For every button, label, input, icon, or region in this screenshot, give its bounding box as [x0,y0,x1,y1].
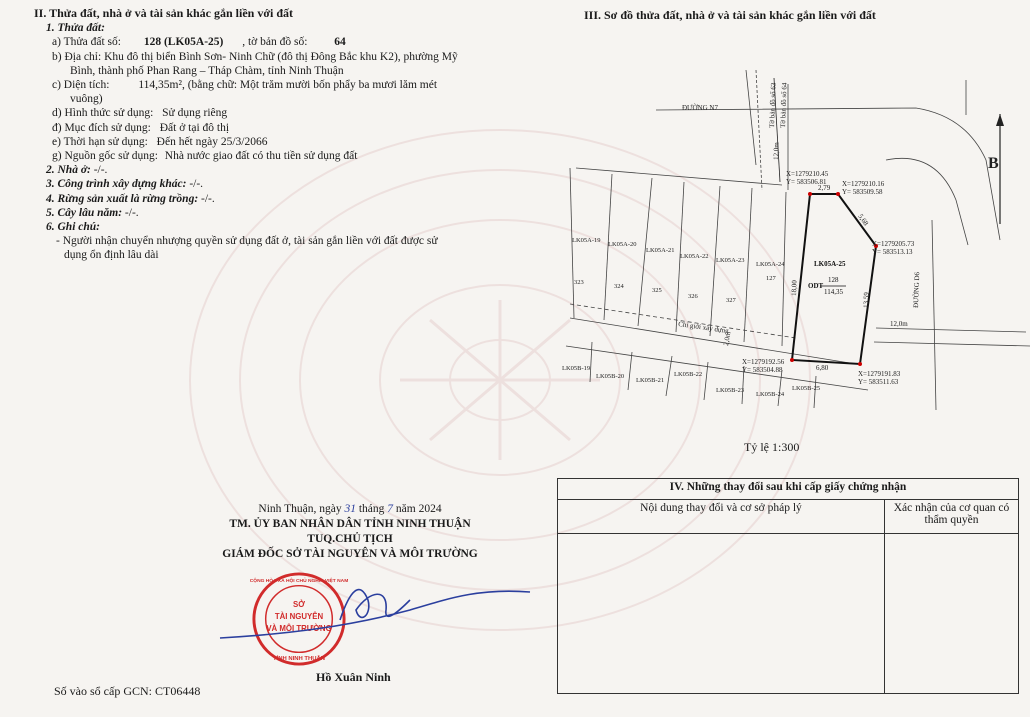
map-section-title: III. Sơ đồ thửa đất, nhà ở và tài sản khác gắn liền với đất [584,8,876,22]
svg-text:CỘNG HÒA XÃ HỘI CHỦ NGHĨA VIỆT: CỘNG HÒA XÃ HỘI CHỦ NGHĨA VIỆT NAM [250,578,348,584]
lot-label-bottom: LK05B-19 [562,365,591,372]
address-value: Khu đô thị biển Bình Sơn- Ninh Chữ (đô thị Đông Bắc khu K2), phường Mỹ [104,50,458,63]
authority-line-3: GIÁM ĐỐC SỞ TÀI NGUYÊN VÀ MÔI TRƯỜNG [222,548,478,560]
construction-row: 3. Công trình xây dựng khác: -/-. [46,178,204,191]
svg-text:TÀI NGUYÊN: TÀI NGUYÊN [274,612,324,621]
road-n7-label: ĐƯỜNG N7 [682,104,718,112]
land-info-section [34,6,514,263]
lot-label-bottom: LK05B-20 [596,373,625,380]
scale-label: Tỷ lệ 1:300 [744,440,800,454]
lot-label-top: LK05A-23 [716,257,745,264]
changes-table [557,478,1019,694]
usage-form-row: d) Hình thức sử dụng: Sử dụng riêng [52,107,228,120]
lot-label-top: LK05A-22 [680,253,709,260]
lot-number-top: 323 [574,279,584,286]
address-row: b) Địa chỉ: Khu đô thị biển Bình Sơn- Ninh Chữ (đô thị Đông Bắc khu K2), phường Mỹ [52,50,458,63]
coord-tr-x: X=1279210.16 [842,180,885,188]
sign-month: 7 [387,503,394,515]
changes-empty-cell [885,534,1019,694]
note-line-1: - Người nhận chuyển nhượng quyền sử dụng đất ở, tài sản gắn liền với đất được sử [56,235,438,248]
coord-bl-x: X=1279192.56 [742,358,785,366]
plot-type: ODT [808,282,824,290]
lot-label-top: LK05A-21 [646,247,675,254]
address-line-2: Bình, thành phố Phan Rang – Tháp Chàm, tỉnh Ninh Thuận [70,64,344,77]
plot-name: LK05A-25 [814,260,846,268]
edge-bottom: 6,80 [816,364,829,372]
lot-number-top: 327 [726,297,736,304]
coord-bl-y: Y= 583504.88 [742,366,783,374]
coord-r-x: X=1279205.73 [872,240,915,248]
svg-text:TỈNH NINH THUẬN: TỈNH NINH THUẬN [273,656,325,663]
edge-right: 13,59 [862,292,871,309]
changes-col-content: Nội dung thay đổi và cơ sở pháp lý [558,500,885,534]
lot-label-top: LK05A-19 [572,237,601,244]
place-date: Ninh Thuận, ngày 31 tháng 7 năm 2024 [258,503,442,515]
area-value: 114,35m², (bằng chữ: Một trăm mười bốn phẩy ba mươi lăm mét [138,79,438,92]
coord-tr-y: Y= 583509.58 [842,188,883,196]
changes-table-title: IV. Những thay đổi sau khi cấp giấy chứng nhận [558,479,1019,500]
house-row: 2. Nhà ở: -/-. [46,164,108,177]
north-label: B [988,155,999,172]
lot-label-top: LK05A-20 [608,241,637,248]
road-d6-label: ĐƯỜNG D6 [912,271,922,309]
area-line-2: vuông) [70,93,103,106]
coord-tl-x: X=1279210.45 [786,170,829,178]
edge-top: 2,79 [818,184,831,192]
svg-text:VÀ MÔI TRƯỜNG: VÀ MÔI TRƯỜNG [266,623,332,633]
sheet-note-64: Tờ bản đồ số 64 [779,82,789,129]
section-title: II. Thửa đất, nhà ở và tài sản khác gắn liền với đất [34,6,294,20]
coord-r-y: Y= 583513.13 [872,248,913,256]
edge-left: 18,00 [790,280,799,297]
plot-no: 128 [828,276,839,284]
signature-block [200,502,500,562]
lot-number-top: 325 [652,287,662,294]
lot-label-bottom: LK05B-24 [756,391,785,398]
origin-row: g) Nguồn gốc sử dụng: Nhà nước giao đất có thu tiền sử dụng đất [52,150,358,163]
lot-number-top: 324 [614,283,624,290]
notes-heading: 6. Ghi chú: [46,221,100,234]
width-12-right: 12,0m [890,320,908,328]
changes-empty-cell [558,534,885,694]
authority-line-1: TM. ỦY BAN NHÂN DÂN TỈNH NINH THUẬN [229,518,471,530]
lot-number-top: 326 [688,293,698,300]
perennial-row: 5. Cây lâu năm: -/-. [46,206,139,219]
lot-label-bottom: LK05B-22 [674,371,703,378]
lot-label-top: LK05A-24 [756,261,785,268]
coord-br-x: X=1279191.83 [858,370,901,378]
lot-label-bottom: LK05B-25 [792,385,821,392]
plot-area: 114,35 [824,288,843,296]
plot-heading: 1. Thửa đất: [46,22,105,35]
note-line-2: dụng ổn định lâu dài [64,249,159,262]
svg-text:SỞ: SỞ [293,600,305,610]
sign-day: 31 [344,503,356,515]
signer-name: Hồ Xuân Ninh [316,670,391,684]
changes-col-confirm: Xác nhận của cơ quan có thẩm quyền [885,500,1019,534]
sheet-note-63: Tờ bản đồ số 63 [768,82,778,129]
edge-2m: 2,0m [722,330,733,347]
coord-tl-y: Y= 583506.81 [786,178,827,186]
edge-diag: 5,68 [856,212,870,228]
area-row: c) Diện tích: 114,35m², (bằng chữ: Một trăm mười bốn phẩy ba mươi lăm mét [52,79,438,92]
handwritten-signature [210,570,540,650]
build-line-label: Chỉ giới xây dựng [677,320,730,336]
sheet-number: 64 [334,36,346,49]
usage-purpose-row: đ) Mục đích sử dụng: Đất ở tại đô thị [52,121,230,134]
lot-label-bottom: LK05B-23 [716,387,745,394]
lot-number-top: 127 [766,275,776,282]
usage-term-row: e) Thời hạn sử dụng: Đến hết ngày 25/3/2066 [52,135,268,148]
plot-number-row: a) Thửa đất số: 128 (LK05A-25) , tờ bản đồ số: 64 [52,36,346,49]
lot-label-bottom: LK05B-21 [636,377,665,384]
coord-br-y: Y= 583511.63 [858,378,899,386]
plot-number: 128 (LK05A-25) [143,36,224,49]
forest-row: 4. Rừng sản xuất là rừng trồng: -/-. [46,192,215,205]
width-12-top: 12,0m [772,142,781,161]
authority-line-2: TUQ.CHỦ TỊCH [307,533,393,545]
gcn-number: Số vào sổ cấp GCN: CT06448 [54,684,201,698]
plot-diagram [556,70,1030,430]
